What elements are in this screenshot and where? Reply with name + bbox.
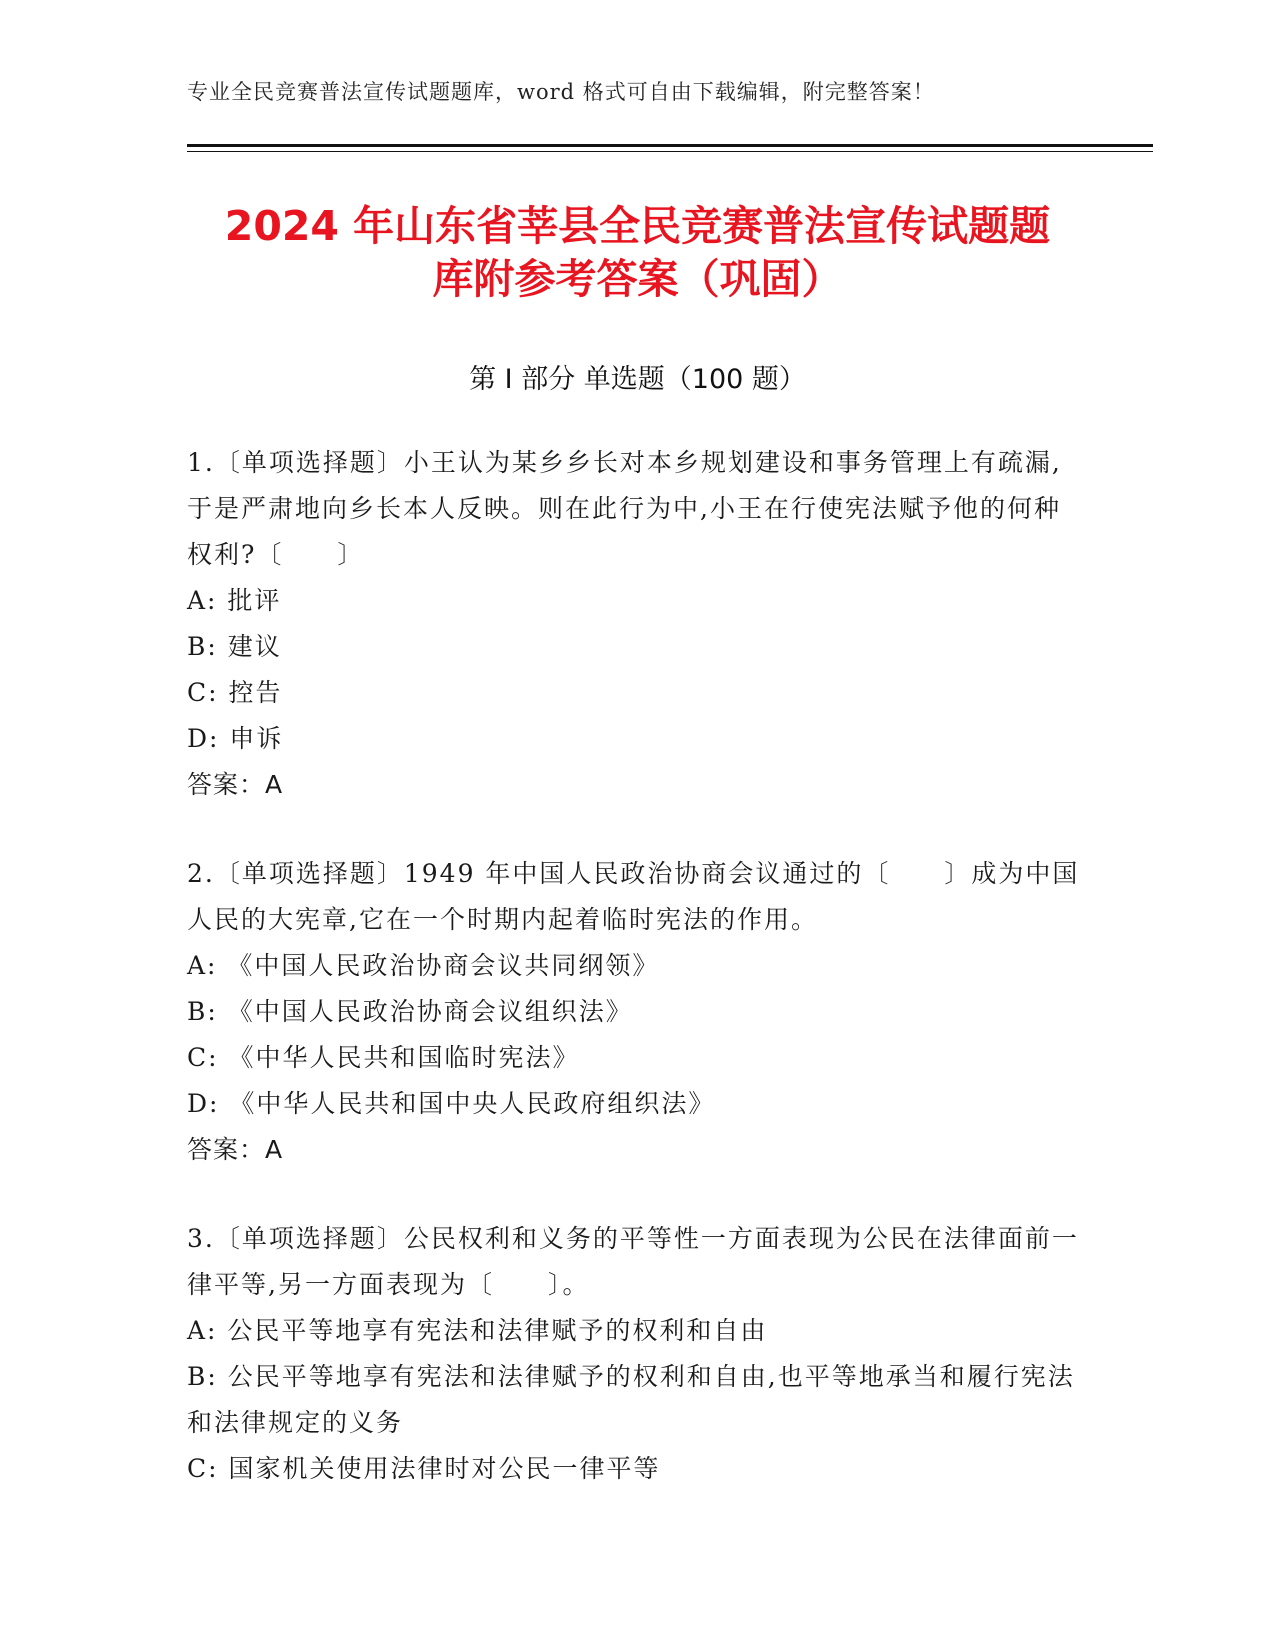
option-c: C: 《中华人民共和国临时宪法》 xyxy=(187,1043,580,1072)
document-header-text: 专业全民竞赛普法宣传试题题库，word 格式可自由下载编辑，附完整答案！ xyxy=(187,80,935,104)
option-a: A: 批评 xyxy=(187,586,282,615)
question-list xyxy=(187,440,1087,1492)
option-a: A: 公民平等地享有宪法和法律赋予的权利和自由 xyxy=(187,1316,768,1345)
header-rule-thick xyxy=(187,144,1153,147)
question-3 xyxy=(187,1216,1087,1492)
option-a: A: 《中国人民政治协商会议共同纲领》 xyxy=(187,951,660,980)
option-b: B: 公民平等地享有宪法和法律赋予的权利和自由,也平等地承当和履行宪法和法律规定的义务 xyxy=(187,1362,1075,1437)
question-spacer xyxy=(187,808,1087,851)
header-rule-thin xyxy=(187,151,1153,152)
option-d: D: 申诉 xyxy=(187,724,284,753)
option-b: B: 建议 xyxy=(187,632,282,661)
document-title-line-1: 2024 年山东省莘县全民竞赛普法宣传试题题 xyxy=(224,202,1051,250)
option-b: B: 《中国人民政治协商会议组织法》 xyxy=(187,997,633,1026)
option-c: C: 控告 xyxy=(187,678,283,707)
question-2 xyxy=(187,851,1087,1173)
question-stem: 2.〔单项选择题〕1949 年中国人民政治协商会议通过的〔 〕成为中国人民的大宪章,它在一个时期内起着临时宪法的作用。 xyxy=(187,859,1080,934)
question-stem: 3.〔单项选择题〕公民权利和义务的平等性一方面表现为公民在法律面前一律平等,另一方面表现为〔 〕。 xyxy=(187,1224,1079,1299)
option-c: C: 国家机关使用法律时对公民一律平等 xyxy=(187,1454,661,1483)
question-spacer xyxy=(187,1173,1087,1216)
question-stem: 1.〔单项选择题〕小王认为某乡乡长对本乡规划建设和事务管理上有疏漏,于是严肃地向乡长本人反映。则在此行为中,小王在行使宪法赋予他的何种权利?〔 〕 xyxy=(187,448,1062,569)
section-title: 第 I 部分 单选题（100 题） xyxy=(469,364,806,395)
question-1 xyxy=(187,440,1087,808)
answer-line: 答案：A xyxy=(187,1135,284,1164)
answer-line: 答案：A xyxy=(187,770,284,799)
option-d: D: 《中华人民共和国中央人民政府组织法》 xyxy=(187,1089,716,1118)
document-title-line-2: 库附参考答案（巩固） xyxy=(432,255,843,303)
document-title xyxy=(150,200,1125,306)
